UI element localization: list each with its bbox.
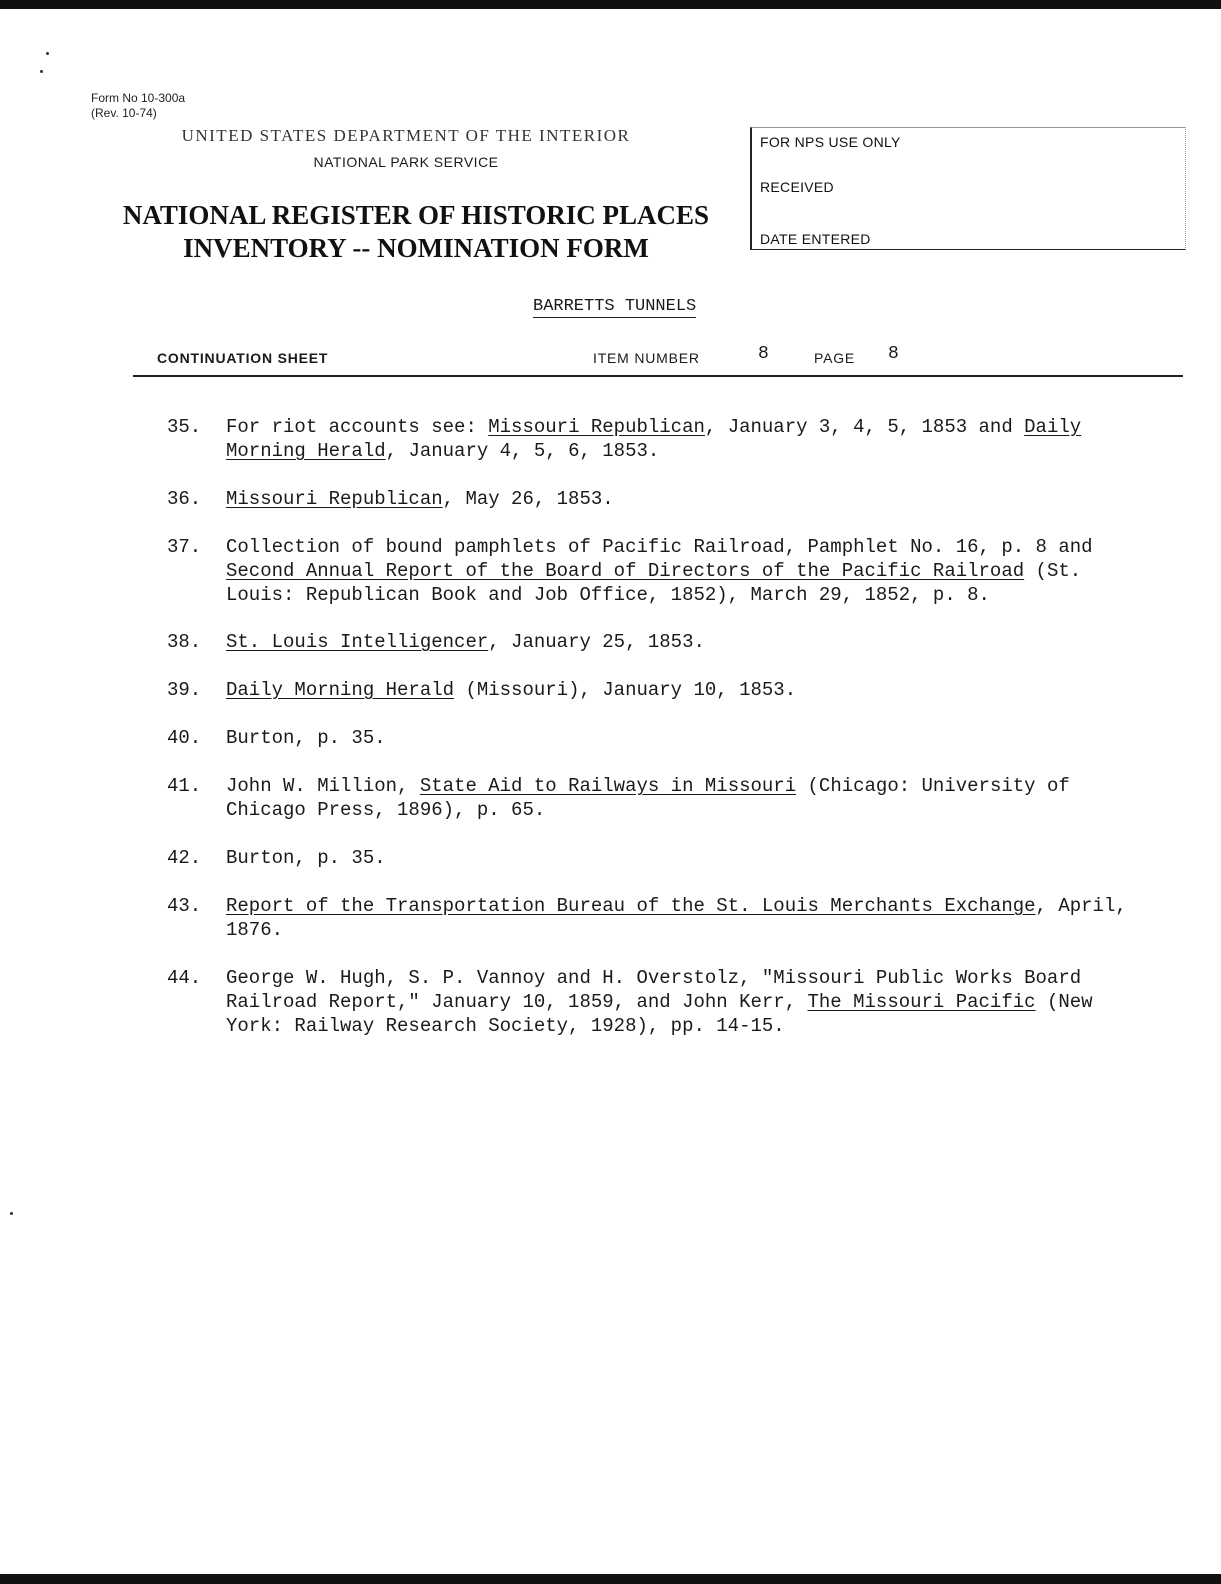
endnote-text — [226, 487, 1157, 511]
citation-text: (St. Louis: Republican Book and Job Office, 1852), March 29, 1852, p. 8. — [226, 560, 1082, 606]
citation-title: The Missouri Pacific — [807, 991, 1036, 1013]
scan-speck — [46, 52, 49, 55]
continuation-sheet-label: CONTINUATION SHEET — [157, 350, 329, 366]
citation-title: Missouri Republican — [488, 416, 705, 438]
endnote-text — [226, 415, 1157, 463]
endnote-text — [226, 535, 1157, 607]
endnote-text — [226, 894, 1157, 942]
citation-text: George W. Hugh, S. P. Vannoy and H. Overstolz, "Missouri Public Works Board Railroad Report," January 10, 1859, and John Kerr, — [226, 967, 1082, 1013]
endnote-text — [226, 678, 1157, 702]
endnote-number: 39. — [167, 679, 202, 701]
endnote-number: 38. — [167, 631, 202, 653]
item-number-label: ITEM NUMBER — [593, 350, 700, 366]
endnote-number: 37. — [167, 536, 202, 558]
citation-text: (Chicago: University of Chicago Press, 1896), p. 65. — [226, 775, 1070, 821]
citation-title: Daily Morning Herald — [226, 416, 1082, 462]
received-label: RECEIVED — [760, 179, 834, 195]
citation-text: , May 26, 1853. — [442, 488, 614, 510]
citation-text: Collection of bound pamphlets of Pacific Railroad, Pamphlet No. 16, p. 8 and — [226, 536, 1093, 558]
endnote-text — [226, 726, 1157, 750]
citation-text: (New York: Railway Research Society, 1928), pp. 14-15. — [226, 991, 1093, 1037]
endnote-text — [226, 630, 1157, 654]
endnote-text — [226, 966, 1157, 1038]
service-name: NATIONAL PARK SERVICE — [313, 154, 499, 170]
nps-use-only-box — [750, 127, 1186, 250]
citation-title: Daily Morning Herald — [226, 679, 455, 701]
scan-border-top — [0, 0, 1221, 9]
nps-box-heading: FOR NPS USE ONLY — [760, 134, 901, 150]
header-divider — [133, 375, 1183, 377]
endnote-number: 44. — [167, 967, 202, 989]
citation-title: Report of the Transportation Bureau of the St. Louis Merchants Exchange — [226, 895, 1036, 917]
citation-text: , January 25, 1853. — [488, 631, 705, 653]
citation-text: John W. Million, — [226, 775, 420, 797]
citation-text: , January 4, 5, 6, 1853. — [385, 440, 660, 462]
endnote-text — [226, 846, 1157, 870]
endnote-number: 42. — [167, 847, 202, 869]
citation-title: State Aid to Railways in Missouri — [419, 775, 797, 797]
endnote-number: 36. — [167, 488, 202, 510]
citation-text: , April, 1876. — [226, 895, 1127, 941]
form-revision-line: (Rev. 10-74) — [91, 106, 157, 120]
property-name: BARRETTS TUNNELS — [533, 297, 697, 316]
date-entered-label: DATE ENTERED — [760, 231, 871, 247]
page-label: PAGE — [814, 350, 856, 366]
endnote-number: 43. — [167, 895, 202, 917]
form-number-line: Form No 10-300a — [91, 91, 186, 105]
scan-speck — [40, 70, 43, 73]
citation-text: , January 3, 4, 5, 1853 and — [704, 416, 1025, 438]
citation-title: Missouri Republican — [226, 488, 443, 510]
endnote-text — [226, 774, 1157, 822]
citation-title: Second Annual Report of the Board of Directors of the Pacific Railroad — [226, 560, 1025, 582]
endnote-number: 40. — [167, 727, 202, 749]
endnote-number: 35. — [167, 416, 202, 438]
form-number — [91, 91, 185, 121]
page-title — [86, 199, 746, 265]
page-number-value: 8 — [888, 344, 899, 364]
citation-text: For riot accounts see: — [226, 416, 489, 438]
citation-text: Burton, p. 35. — [226, 727, 386, 749]
scan-border-bottom — [0, 1574, 1221, 1584]
citation-title: St. Louis Intelligencer — [226, 631, 489, 653]
item-number-value: 8 — [758, 344, 769, 364]
department-name: UNITED STATES DEPARTMENT OF THE INTERIOR — [181, 126, 631, 145]
title-line-2: INVENTORY -- NOMINATION FORM — [183, 233, 649, 263]
title-line-1: NATIONAL REGISTER OF HISTORIC PLACES — [122, 200, 710, 230]
scan-speck — [10, 1212, 13, 1215]
endnote-number: 41. — [167, 775, 202, 797]
citation-text: (Missouri), January 10, 1853. — [454, 679, 797, 701]
citation-text: Burton, p. 35. — [226, 847, 386, 869]
